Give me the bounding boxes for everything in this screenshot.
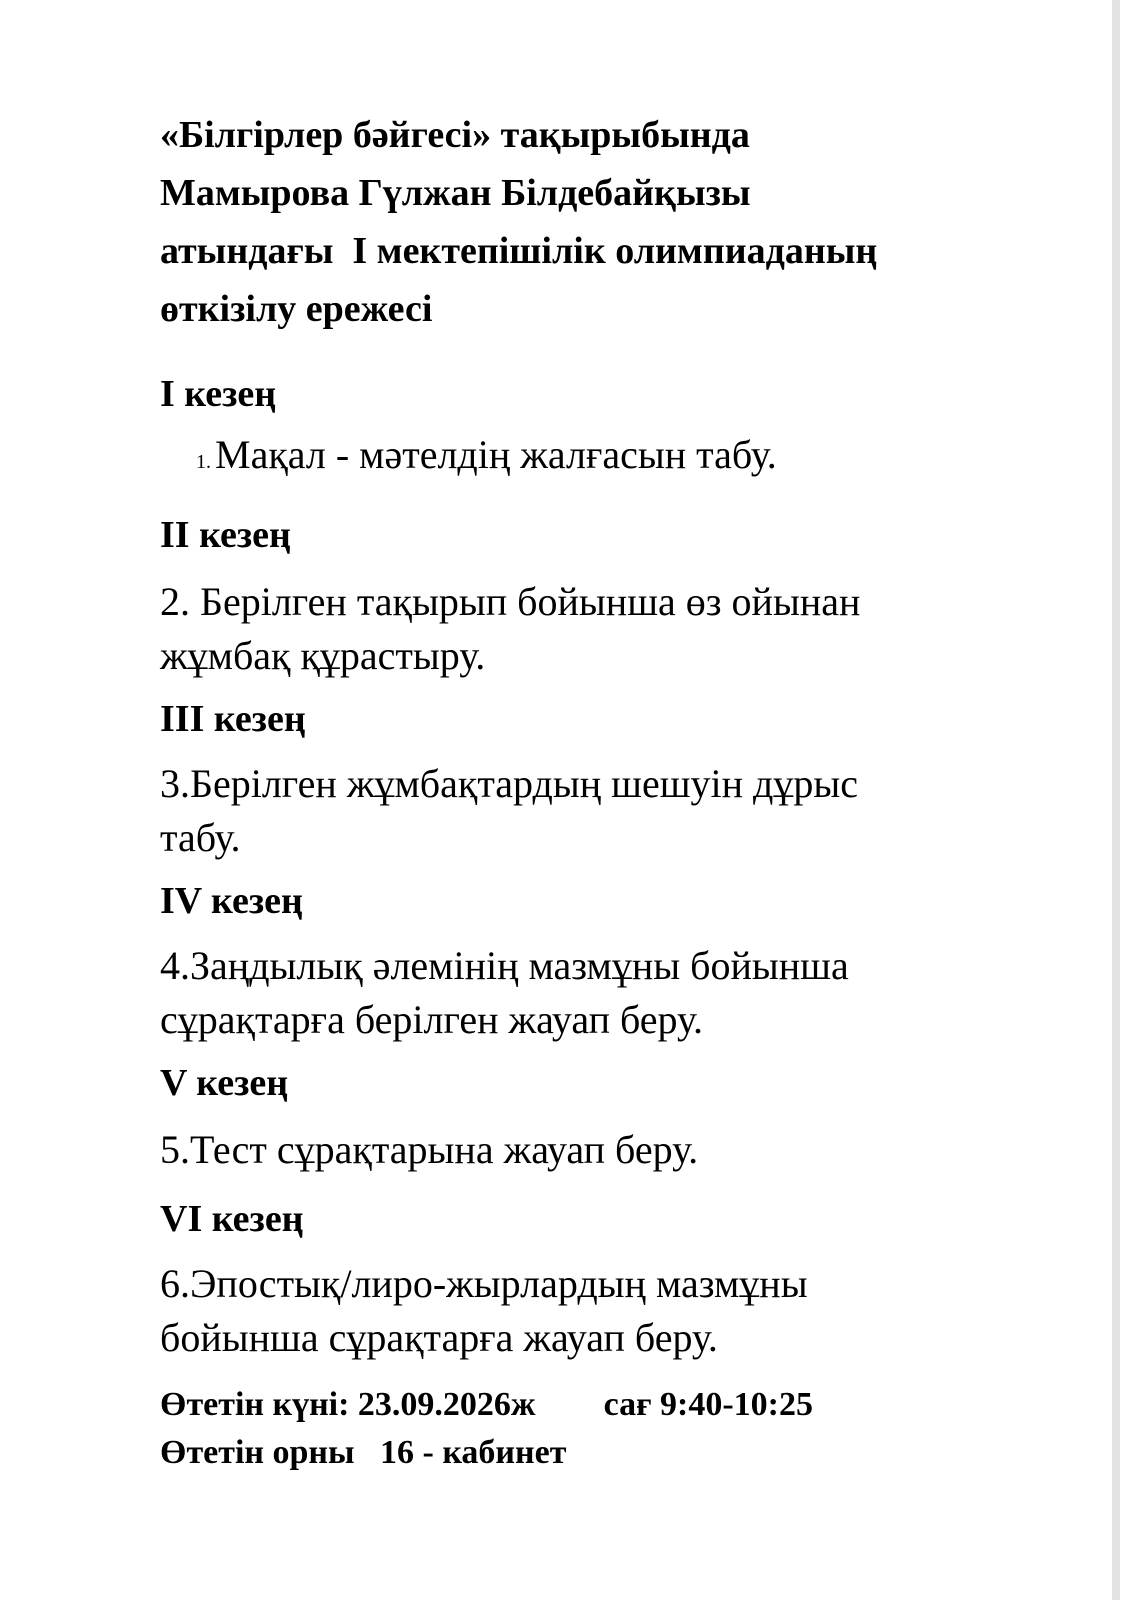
stage-2-text: 2. Берілген тақырып бойынша өз ойынан жұмбақ құрастыру. — [160, 579, 861, 678]
scrollbar-track[interactable] — [1112, 0, 1120, 1600]
document-page — [160, 106, 1060, 1477]
stage-3-text: 3.Берілген жұмбақтардың шешуін дұрыс табу. — [160, 761, 859, 860]
stage-1-task: Мақал - мәтелдің жалғасын табу. — [215, 432, 777, 477]
stage-4-text: 4.Заңдылық әлемінің мазмұны бойынша сұрақтарға берілген жауап беру. — [160, 943, 849, 1042]
stage-5-text: 5.Тест сұрақтарына жауап беру. — [160, 1127, 699, 1172]
stage-2-heading: ІІ кезең — [160, 514, 291, 556]
document-title: «Білгірлер бәйгесі» тақырыбында Мамырова Гүлжан Білдебайқызы атындағы І мектепішілік олимпиаданың өткізілу ережесі — [160, 114, 878, 330]
stage-1-number: 1. — [196, 451, 211, 473]
event-place: Өтетін орны 16 - кабинет — [160, 1434, 567, 1471]
stage-6-text: 6.Эпостық/лиро-жырлардың мазмұны бойынша сұрақтарға жауап беру. — [160, 1261, 808, 1360]
stage-6-heading: VІ кезең — [160, 1198, 304, 1240]
stage-4-heading: ІV кезең — [160, 880, 303, 922]
stage-3-heading: ІІІ кезең — [160, 698, 306, 740]
stage-1-heading: І кезең — [160, 373, 277, 415]
event-date-time: Өтетін күні: 23.09.2026ж сағ 9:40-10:25 — [160, 1386, 813, 1423]
stage-5-heading: V кезең — [160, 1062, 289, 1104]
stage-1-text — [160, 428, 1060, 489]
